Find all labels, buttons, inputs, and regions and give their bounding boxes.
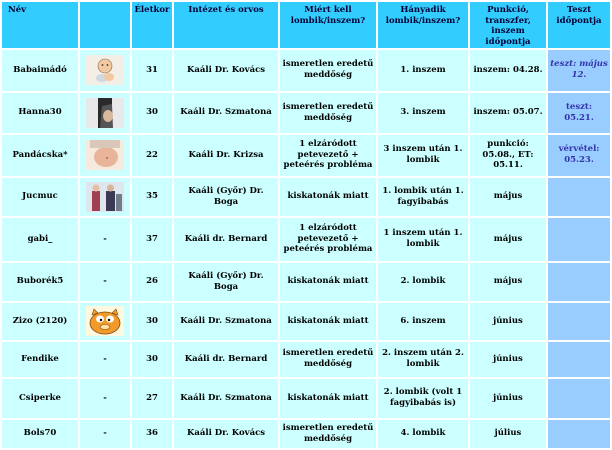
member-age: 35 — [132, 178, 172, 216]
procedure-date: punkció: 05.08., ET: 05.11. — [470, 135, 546, 176]
no-picture — [80, 263, 130, 301]
procedure-date: június — [470, 303, 546, 340]
test-date — [548, 420, 610, 448]
col-pic-header — [80, 2, 130, 48]
empty-mark: - — [103, 233, 107, 244]
reason: 1 elzáródott petevezető + peteérés probléma — [280, 218, 376, 261]
procedure-date: inszem: 05.07. — [470, 93, 546, 133]
col-test-header: Teszt időpontja — [548, 2, 610, 48]
attempt-number: 4. lombik — [378, 420, 468, 448]
reason: ismeretlen eredetű meddőség — [280, 93, 376, 133]
member-name: gabi_ — [2, 218, 78, 261]
table-row — [2, 135, 610, 176]
test-date: teszt: május 12. — [548, 50, 610, 91]
member-name: Pandácska* — [2, 135, 78, 176]
member-age: 30 — [132, 93, 172, 133]
attempt-number: 2. lombik — [378, 263, 468, 301]
reason: ismeretlen eredetű meddőség — [280, 420, 376, 448]
table-row — [2, 303, 610, 340]
procedure-date: július — [470, 420, 546, 448]
member-name: Jucmuc — [2, 178, 78, 216]
member-age: 22 — [132, 135, 172, 176]
belly-avatar — [80, 135, 130, 176]
attempt-number: 2. inszem után 2. lombik — [378, 342, 468, 377]
clinic-doctor: Kaáli dr. Bernard — [174, 218, 278, 261]
reason: 1 elzáródott petevezető + peteérés probléma — [280, 135, 376, 176]
no-picture — [80, 420, 130, 448]
member-name: Zizo (2120) — [2, 303, 78, 340]
reason: kiskatonák miatt — [280, 263, 376, 301]
member-age: 26 — [132, 263, 172, 301]
pregnant-avatar — [80, 93, 130, 133]
clinic-doctor: Kaáli Dr. Szmatona — [174, 93, 278, 133]
reason: kiskatonák miatt — [280, 178, 376, 216]
member-name: Hanna30 — [2, 93, 78, 133]
member-age: 27 — [132, 379, 172, 418]
reason: kiskatonák miatt — [280, 303, 376, 340]
reason: ismeretlen eredetű meddőség — [280, 342, 376, 377]
test-date — [548, 342, 610, 377]
member-age: 36 — [132, 420, 172, 448]
col-procedure-header: Punkció, transzfer, inszem időpontja — [470, 2, 546, 48]
clinic-doctor: Kaáli Dr. Kovács — [174, 50, 278, 91]
test-date: teszt: 05.21. — [548, 93, 610, 133]
procedure-date: június — [470, 342, 546, 377]
attempt-number: 1. lombik után 1. fagyibabás — [378, 178, 468, 216]
clinic-doctor: Kaáli (Győr) Dr. Boga — [174, 178, 278, 216]
attempt-number: 1. inszem — [378, 50, 468, 91]
header-row — [2, 2, 610, 48]
clinic-doctor: Kaáli (Győr) Dr. Boga — [174, 263, 278, 301]
clinic-doctor: Kaáli Dr. Szmatona — [174, 379, 278, 418]
table-row — [2, 379, 610, 418]
couple-avatar — [80, 178, 130, 216]
table-row — [2, 420, 610, 448]
attempt-number: 3 inszem után 1. lombik — [378, 135, 468, 176]
test-date — [548, 178, 610, 216]
member-name: Babaimádó — [2, 50, 78, 91]
test-date — [548, 303, 610, 340]
no-picture — [80, 218, 130, 261]
empty-mark: - — [103, 276, 107, 287]
clinic-doctor: Kaáli Dr. Krizsa — [174, 135, 278, 176]
test-date: vérvétel: 05.23. — [548, 135, 610, 176]
procedure-date: május — [470, 178, 546, 216]
col-clinic-header: Intézet és orvos — [174, 2, 278, 48]
empty-mark: - — [103, 353, 107, 364]
attempt-number: 6. inszem — [378, 303, 468, 340]
member-name: Fendike — [2, 342, 78, 377]
baby-avatar — [80, 50, 130, 91]
test-date — [548, 218, 610, 261]
no-picture — [80, 342, 130, 377]
attempt-number: 1 inszem után 1. lombik — [378, 218, 468, 261]
procedure-date: inszem: 04.28. — [470, 50, 546, 91]
col-name-header: Név — [2, 2, 78, 48]
table-row — [2, 342, 610, 377]
member-age: 30 — [132, 303, 172, 340]
attempt-number: 3. inszem — [378, 93, 468, 133]
no-picture — [80, 379, 130, 418]
member-age: 30 — [132, 342, 172, 377]
clinic-doctor: Kaáli Dr. Szmatona — [174, 303, 278, 340]
member-age: 31 — [132, 50, 172, 91]
attempt-number: 2. lombik (volt 1 fagyibabás is) — [378, 379, 468, 418]
test-date — [548, 263, 610, 301]
table-row — [2, 50, 610, 91]
procedure-date: május — [470, 263, 546, 301]
table-row — [2, 93, 610, 133]
reason: kiskatonák miatt — [280, 379, 376, 418]
procedure-date: május — [470, 218, 546, 261]
clinic-doctor: Kaáli Dr. Kovács — [174, 420, 278, 448]
reason: ismeretlen eredetű meddőség — [280, 50, 376, 91]
member-name: Csiperke — [2, 379, 78, 418]
clinic-doctor: Kaáli dr. Bernard — [174, 342, 278, 377]
procedure-date: június — [470, 379, 546, 418]
table-row — [2, 263, 610, 301]
test-date — [548, 379, 610, 418]
col-reason-header: Miért kell lombik/inszem? — [280, 2, 376, 48]
table-row — [2, 218, 610, 261]
table-row — [2, 178, 610, 216]
empty-mark: - — [103, 392, 107, 403]
member-name: Bols70 — [2, 420, 78, 448]
garfield-avatar — [80, 303, 130, 340]
col-which-header: Hányadik lombik/inszem? — [378, 2, 468, 48]
col-age-header: Életkor — [132, 2, 172, 48]
member-name: Buborék5 — [2, 263, 78, 301]
member-age: 37 — [132, 218, 172, 261]
empty-mark: - — [103, 428, 107, 439]
